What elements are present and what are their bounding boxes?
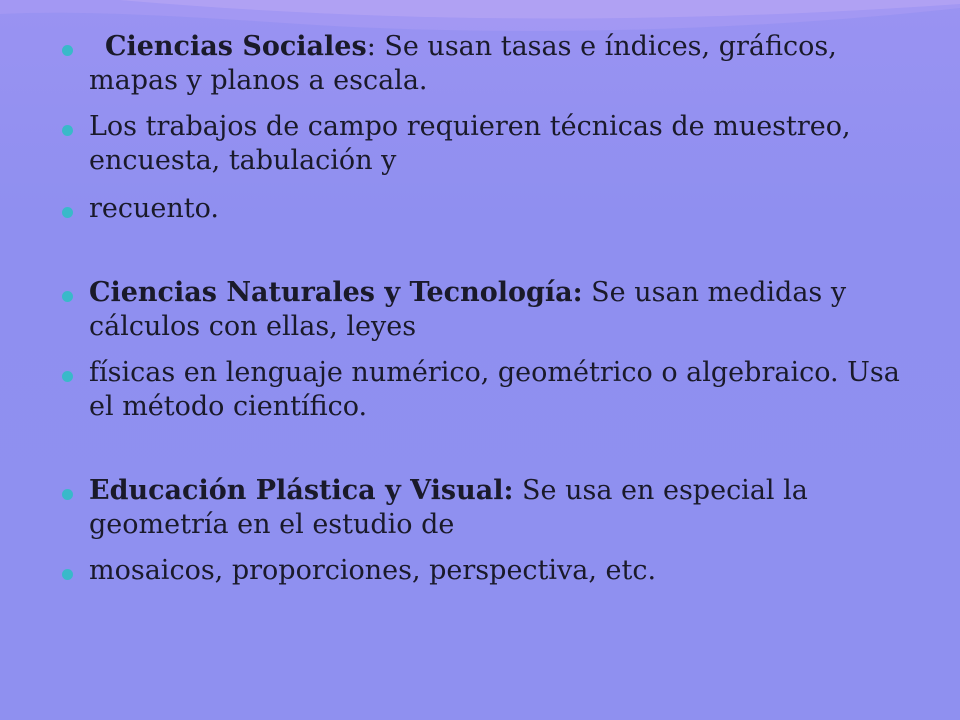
bullet-dot-icon bbox=[62, 125, 73, 136]
bullet-dot-icon bbox=[62, 569, 73, 580]
bullet-text: Se usa en especial la geometría en el estudio de bbox=[89, 475, 808, 540]
bullet-text: Los trabajos de campo requieren técnicas de muestreo, encuesta, tabulación y bbox=[89, 111, 851, 176]
bullet-item-ciencias-sociales bbox=[62, 30, 912, 98]
bullet-text: Se usan medidas y cálculos con ellas, leyes bbox=[89, 277, 847, 342]
bullet-item-fisicas bbox=[62, 356, 912, 424]
bullet-list bbox=[62, 30, 912, 588]
bullet-item-recuento bbox=[62, 192, 912, 226]
bullet-lead: Ciencias Naturales y Tecnología: bbox=[89, 277, 583, 308]
bullet-dot-icon bbox=[62, 291, 73, 302]
bullet-text: físicas en lenguaje numérico, geométrico o algebraico. Usa el método científico. bbox=[89, 357, 900, 422]
bullet-lead: Educación Plástica y Visual: bbox=[89, 475, 514, 506]
bullet-text: recuento. bbox=[89, 193, 219, 224]
bullet-dot-icon bbox=[62, 371, 73, 382]
bullet-dot-icon bbox=[62, 489, 73, 500]
bullet-text: : Se usan tasas e índices, gráficos, mapas y planos a escala. bbox=[89, 31, 837, 96]
bullet-lead: Ciencias Sociales bbox=[105, 31, 367, 62]
slide-content bbox=[62, 30, 912, 588]
bullet-text: mosaicos, proporciones, perspectiva, etc. bbox=[89, 555, 657, 586]
bullet-dot-icon bbox=[62, 207, 73, 218]
bullet-item-trabajos-campo bbox=[62, 110, 912, 178]
bullet-item-educacion-plastica bbox=[62, 474, 912, 542]
bullet-item-mosaicos bbox=[62, 554, 912, 588]
bullet-item-ciencias-naturales bbox=[62, 276, 912, 344]
bullet-dot-icon bbox=[62, 45, 73, 56]
